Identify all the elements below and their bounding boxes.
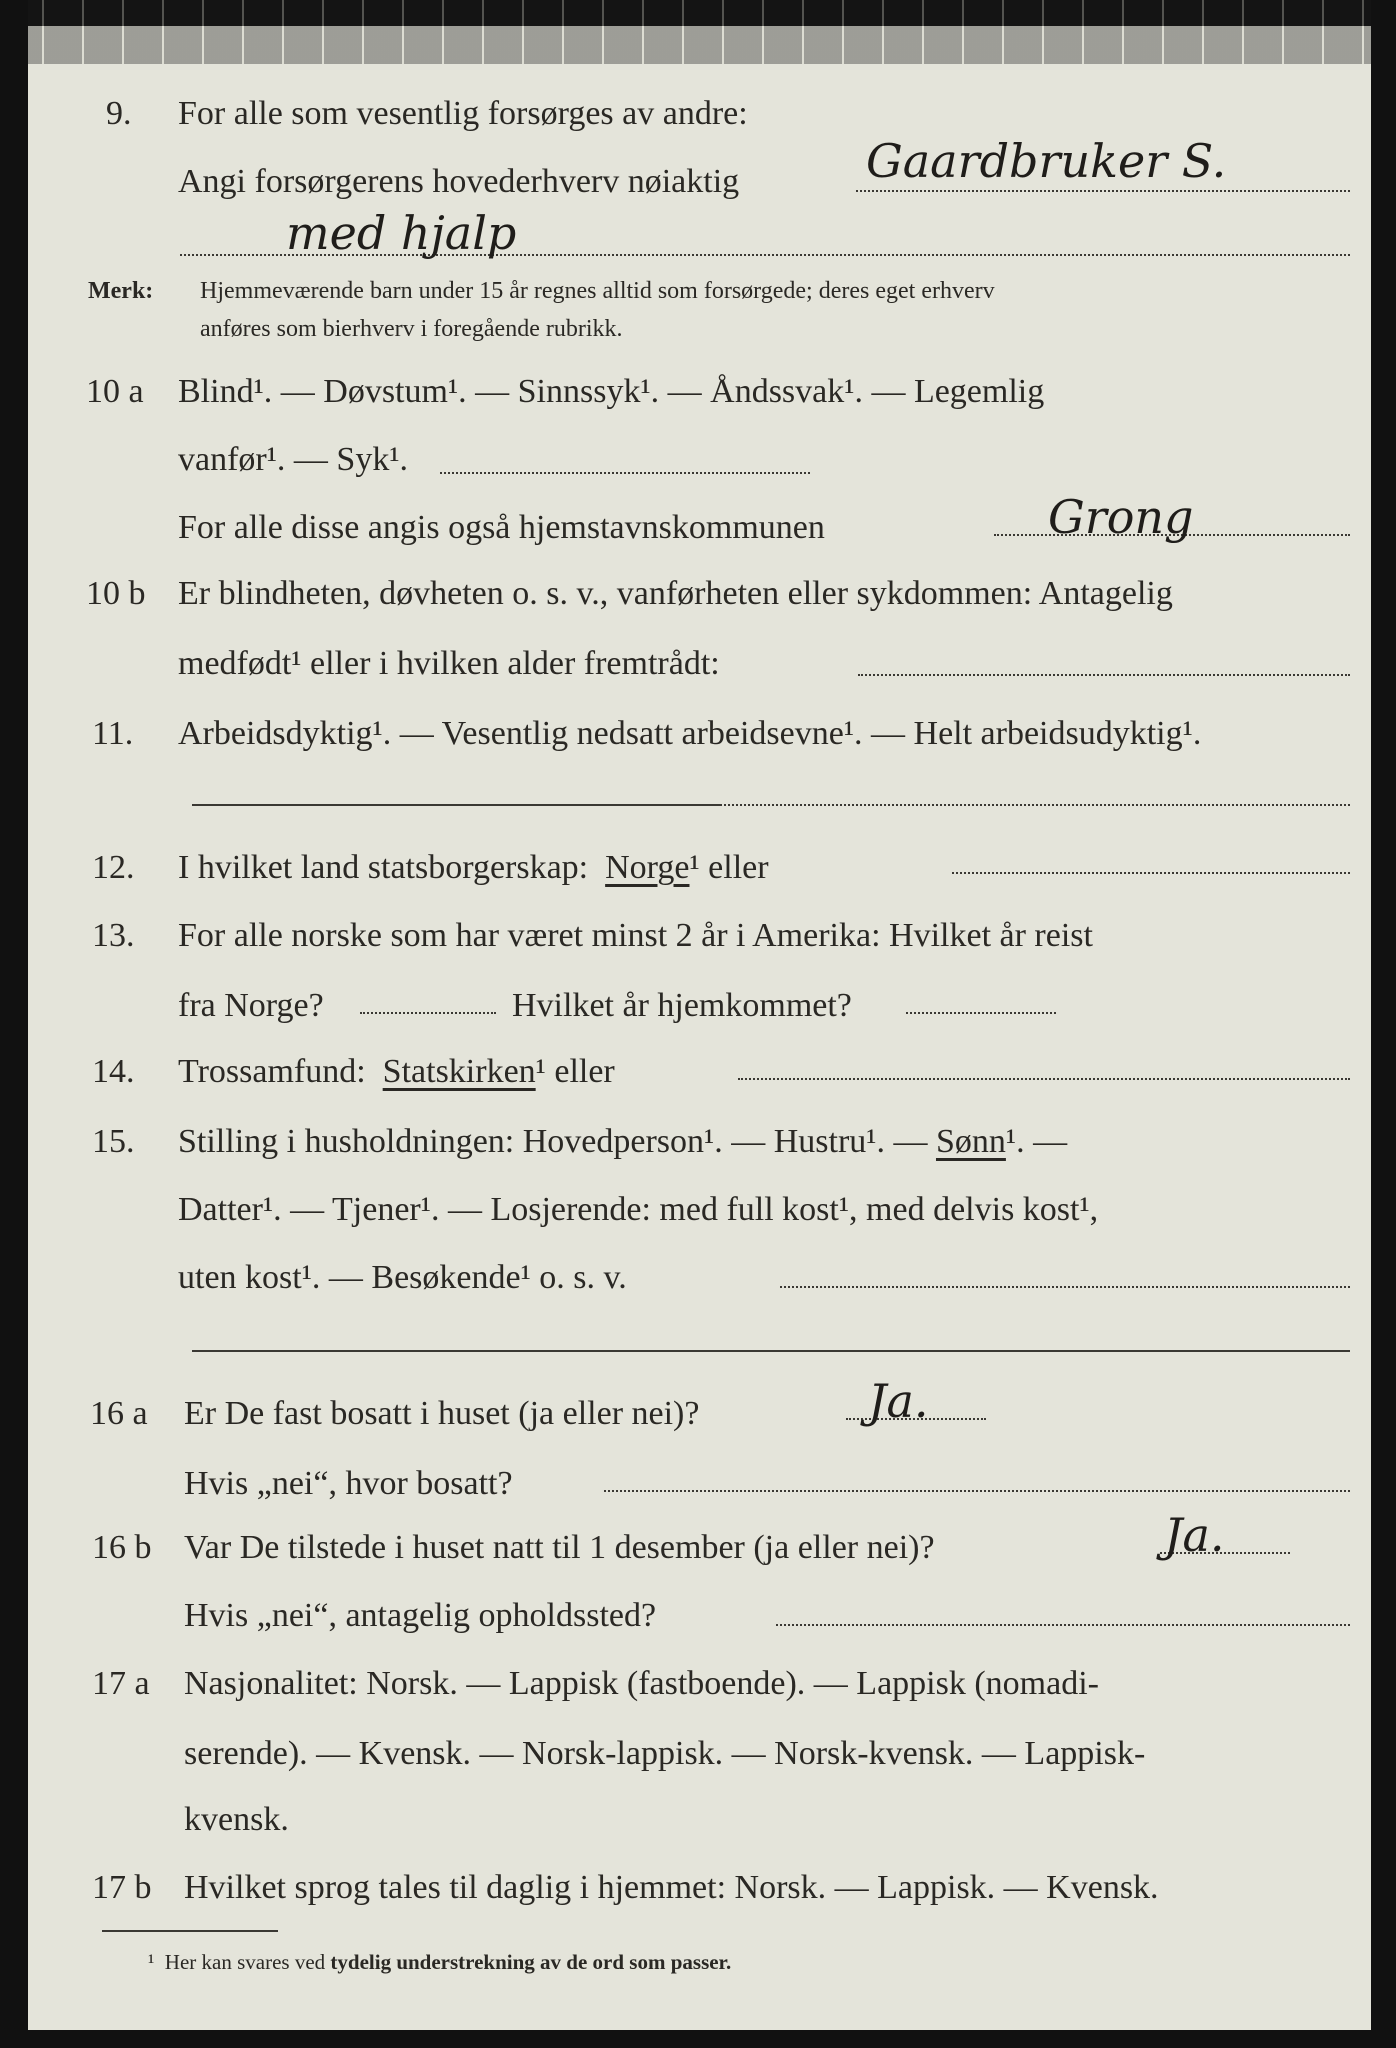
footnote-text: Her kan svares ved	[164, 1950, 326, 1974]
q15-sonn-underlined: Sønn	[935, 1123, 1006, 1160]
q14-text	[178, 1052, 615, 1092]
q14-eller: ¹ eller	[535, 1053, 615, 1090]
q10b-line2: medfødt¹ eller i hvilken alder fremtrådt:	[178, 645, 720, 682]
q10a-handwritten-answer: Grong	[1048, 490, 1194, 544]
q10b-answer-line	[858, 674, 1350, 676]
q11-rule-left	[192, 804, 720, 806]
q10a-line3: For alle disse angis også hjemstavnskommunen	[178, 509, 825, 546]
merk-line1: Hjemmeværende barn under 15 år regnes alltid som forsørgede; deres eget erhverv	[200, 278, 995, 304]
q14-answer-line	[738, 1078, 1350, 1080]
q15-line2: Datter¹. — Tjener¹. — Losjerende: med full kost¹, med delvis kost¹,	[178, 1191, 1099, 1228]
q11-number: 11.	[92, 715, 134, 752]
q11-line1: Arbeidsdyktig¹. — Vesentlig nedsatt arbeidsevne¹. — Helt arbeidsudyktig¹.	[178, 715, 1202, 752]
q16b-line2: Hvis „nei“, antagelig opholdssted?	[184, 1597, 657, 1634]
q9-number: 9.	[106, 95, 132, 132]
q9-answer-line1	[856, 190, 1350, 192]
q17a-line2: serende). — Kvensk. — Norsk-lappisk. — Norsk-kvensk. — Lappisk-	[184, 1735, 1146, 1772]
q12-answer-line	[952, 872, 1350, 874]
q15-rule	[192, 1350, 1350, 1352]
footnote-rule	[102, 1930, 278, 1932]
q16a-line2: Hvis „nei“, hvor bosatt?	[184, 1465, 513, 1502]
merk-label: Merk:	[88, 278, 154, 304]
q16b-opholdssted-line	[776, 1624, 1350, 1626]
q16a-line1: Er De fast bosatt i huset (ja eller nei)?	[184, 1395, 700, 1432]
q16b-number: 16 b	[92, 1529, 152, 1566]
merk-line2: anføres som bierhverv i foregående rubrikk.	[200, 316, 623, 342]
q17b-number: 17 b	[92, 1869, 152, 1906]
q12-text	[178, 848, 769, 888]
q14-statskirken-underlined: Statskirken	[382, 1053, 536, 1090]
q15-line1-end: ¹. —	[1005, 1123, 1068, 1160]
q9-handwritten-answer2: med hjalp	[286, 206, 517, 260]
q12-eller: ¹ eller	[689, 849, 769, 886]
q9-line2: Angi forsørgerens hovederhverv nøiaktig	[178, 163, 740, 200]
q13-line2a: fra Norge?	[178, 987, 324, 1024]
q17b-line1: Hvilket sprog tales til daglig i hjemmet: Norsk. — Lappisk. — Kvensk.	[184, 1869, 1159, 1906]
footnote	[148, 1948, 731, 1976]
q10a-line2: vanfør¹. — Syk¹.	[178, 441, 409, 478]
scan-top-edge	[28, 0, 1371, 64]
q16a-handwritten-answer: Ja.	[868, 1374, 929, 1428]
q13-line2b: Hvilket år hjemkommet?	[512, 987, 852, 1024]
q10a-number: 10 a	[86, 373, 144, 410]
q12-number: 12.	[92, 849, 135, 886]
q10b-number: 10 b	[86, 575, 146, 612]
q9-line1: For alle som vesentlig forsørges av andre:	[178, 95, 748, 132]
q13-number: 13.	[92, 917, 135, 954]
q15-line1	[178, 1122, 1067, 1162]
q12-question: I hvilket land statsborgerskap:	[178, 849, 589, 886]
q11-rule-right	[720, 804, 1350, 806]
footnote-mark: ¹	[148, 1950, 155, 1974]
q15-answer-line	[780, 1286, 1350, 1288]
q10a-line1: Blind¹. — Døvstum¹. — Sinnssyk¹. — Åndssvak¹. — Legemlig	[178, 373, 1045, 410]
q16a-number: 16 a	[90, 1395, 148, 1432]
q10b-line1: Er blindheten, døvheten o. s. v., vanførheten eller sykdommen: Antagelig	[178, 575, 1173, 612]
q12-norge-underlined: Norge	[605, 849, 690, 886]
q16a-bosatt-line	[604, 1490, 1350, 1492]
q16b-handwritten-answer: Ja.	[1164, 1508, 1225, 1562]
q13-hjemkommet-line	[906, 1012, 1056, 1014]
q15-line3: uten kost¹. — Besøkende¹ o. s. v.	[178, 1259, 627, 1296]
q10a-line2-dots	[440, 472, 810, 474]
q13-line1: For alle norske som har været minst 2 år i Amerika: Hvilket år reist	[178, 917, 1093, 954]
q17a-line3: kvensk.	[184, 1801, 289, 1838]
footnote-bold-text: tydelig understrekning av de ord som passer.	[330, 1950, 732, 1974]
q13-reist-line	[360, 1012, 496, 1014]
q14-question: Trossamfund:	[178, 1053, 366, 1090]
q16b-line1: Var De tilstede i huset natt til 1 desember (ja eller nei)?	[184, 1529, 935, 1566]
q15-line1-text: Stilling i husholdningen: Hovedperson¹. — Hustru¹. —	[178, 1123, 928, 1160]
q17a-line1: Nasjonalitet: Norsk. — Lappisk (fastboende). — Lappisk (nomadi-	[184, 1665, 1099, 1702]
q15-number: 15.	[92, 1123, 135, 1160]
q9-handwritten-answer1: Gaardbruker S.	[866, 134, 1227, 188]
q17a-number: 17 a	[92, 1665, 150, 1702]
q14-number: 14.	[92, 1053, 135, 1090]
